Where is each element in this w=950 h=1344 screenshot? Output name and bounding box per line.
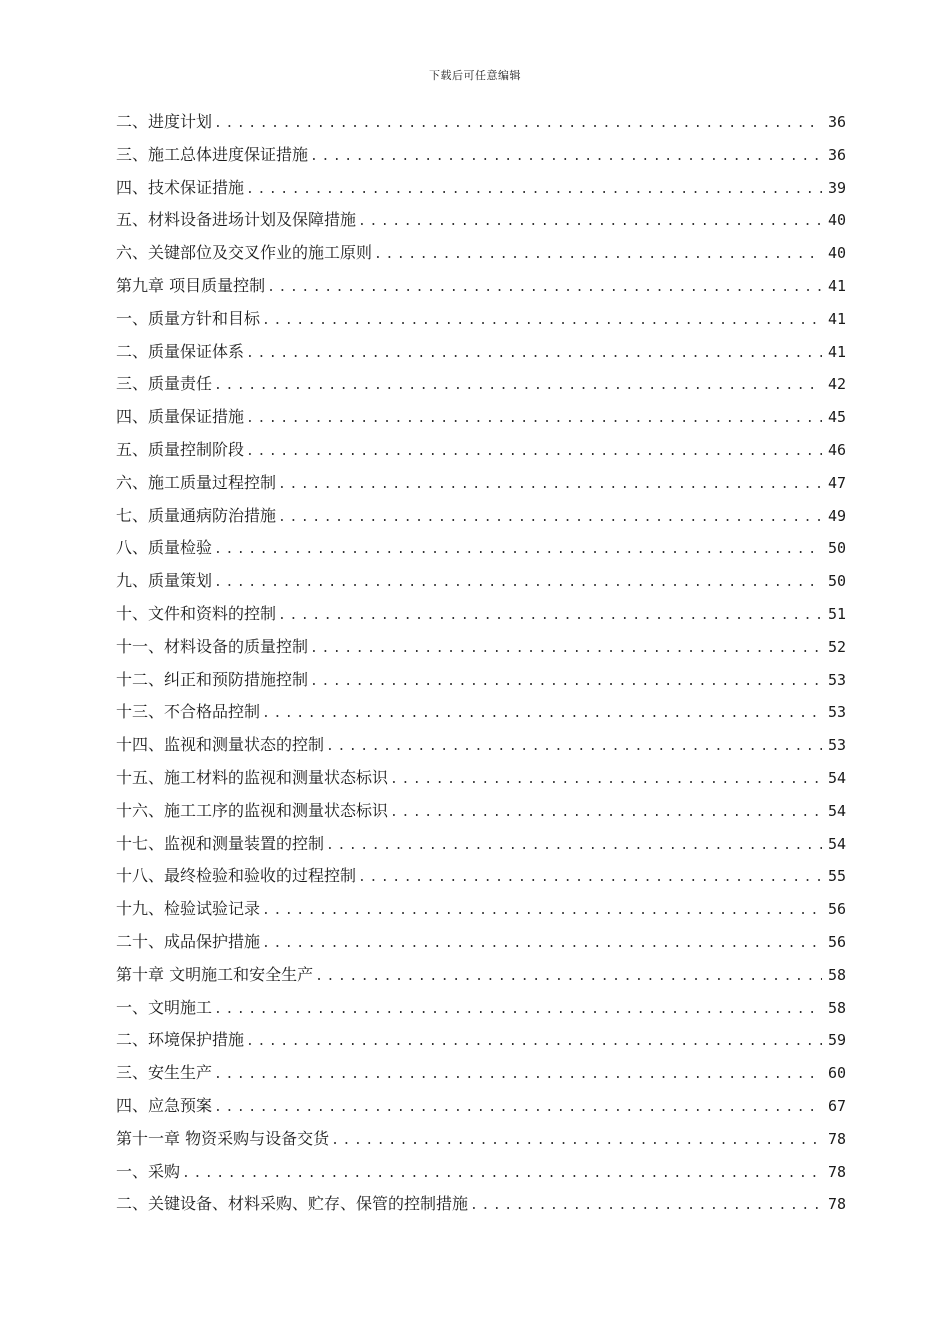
toc-dot-leader [214,534,822,567]
toc-entry-page-number: 60 [827,1064,846,1083]
toc-entry-page-number: 54 [827,834,846,853]
toc-entry[interactable] [116,1123,846,1156]
toc-entry[interactable] [116,401,846,434]
toc-dot-leader [262,698,822,731]
toc-dot-leader [278,469,822,502]
toc-entry-title: 十九、检验试验记录 [116,899,261,919]
toc-entry-page-number: 47 [827,473,846,492]
toc-entry-title: 十一、材料设备的质量控制 [116,636,309,656]
toc-entry-page-number: 78 [827,1129,846,1148]
toc-entry-page-number: 53 [827,703,846,722]
toc-entry-page-number: 40 [827,211,846,230]
toc-entry-page-number: 54 [827,768,846,787]
toc-entry-page-number: 56 [827,900,846,919]
toc-entry[interactable] [116,860,846,893]
toc-entry[interactable] [116,598,846,631]
toc-entry-page-number: 39 [827,178,846,197]
toc-entry-title: 三、施工总体进度保证措施 [116,144,309,164]
toc-entry[interactable] [116,172,846,205]
toc-entry-page-number: 55 [827,867,846,886]
toc-dot-leader [390,797,822,830]
toc-dot-leader [326,830,822,863]
table-of-contents [116,106,846,1221]
toc-dot-leader [214,108,822,141]
toc-entry[interactable] [116,664,846,697]
toc-entry-title: 九、质量策划 [116,571,213,591]
toc-entry[interactable] [116,303,846,336]
toc-entry-title: 三、质量责任 [116,374,213,394]
toc-dot-leader [358,862,822,895]
toc-dot-leader [374,239,822,272]
toc-dot-leader [470,1190,822,1223]
toc-entry[interactable] [116,139,846,172]
toc-entry-title: 四、技术保证措施 [116,177,245,197]
toc-entry-title: 十二、纠正和预防措施控制 [116,669,309,689]
toc-entry[interactable] [116,729,846,762]
toc-entry-page-number: 78 [827,1195,846,1214]
toc-entry-title: 六、施工质量过程控制 [116,472,277,492]
toc-entry-page-number: 54 [827,801,846,820]
toc-entry-page-number: 58 [827,998,846,1017]
toc-entry[interactable] [116,696,846,729]
toc-dot-leader [182,1158,822,1191]
toc-dot-leader [278,600,822,633]
toc-entry-title: 七、质量通病防治措施 [116,505,277,525]
toc-entry[interactable] [116,762,846,795]
toc-dot-leader [315,961,822,994]
toc-entry-page-number: 41 [827,276,846,295]
toc-entry[interactable] [116,893,846,926]
toc-entry[interactable] [116,959,846,992]
toc-entry-page-number: 50 [827,539,846,558]
toc-entry-page-number: 40 [827,244,846,263]
toc-entry-title: 一、采购 [116,1161,181,1181]
toc-dot-leader [358,206,822,239]
toc-entry[interactable] [116,336,846,369]
toc-entry-page-number: 52 [827,637,846,656]
toc-entry[interactable] [116,926,846,959]
toc-dot-leader [390,764,822,797]
toc-entry[interactable] [116,1057,846,1090]
toc-entry-page-number: 58 [827,965,846,984]
toc-entry-page-number: 41 [827,309,846,328]
toc-entry[interactable] [116,631,846,664]
toc-entry-title: 二十、成品保护措施 [116,931,261,951]
toc-entry-title: 二、质量保证体系 [116,341,245,361]
toc-entry[interactable] [116,368,846,401]
toc-entry-title: 十三、不合格品控制 [116,702,261,722]
page-header: 下载后可任意编辑 [429,69,521,82]
toc-entry-page-number: 41 [827,342,846,361]
toc-dot-leader [246,436,822,469]
toc-entry[interactable] [116,795,846,828]
toc-entry-page-number: 56 [827,932,846,951]
toc-dot-leader [246,338,822,371]
toc-entry-page-number: 78 [827,1162,846,1181]
toc-dot-leader [262,895,822,928]
toc-entry-title: 第十一章 物资采购与设备交货 [116,1128,330,1148]
toc-entry[interactable] [116,106,846,139]
toc-dot-leader [214,1059,822,1092]
toc-entry[interactable] [116,1024,846,1057]
toc-entry-title: 一、文明施工 [116,997,213,1017]
toc-entry-title: 一、质量方针和目标 [116,308,261,328]
toc-entry-page-number: 36 [827,145,846,164]
toc-dot-leader [262,305,822,338]
toc-dot-leader [310,666,822,699]
toc-dot-leader [310,141,822,174]
toc-entry[interactable] [116,467,846,500]
toc-entry[interactable] [116,1090,846,1123]
toc-dot-leader [246,1026,822,1059]
toc-dot-leader [214,1092,822,1125]
toc-entry-title: 三、安生生产 [116,1063,213,1083]
toc-entry-title: 第十章 文明施工和安全生产 [116,964,314,984]
toc-entry[interactable] [116,1156,846,1189]
toc-entry-page-number: 53 [827,670,846,689]
toc-dot-leader [214,994,822,1027]
toc-entry-page-number: 45 [827,408,846,427]
toc-entry-page-number: 42 [827,375,846,394]
toc-entry-title: 五、材料设备进场计划及保障措施 [116,210,357,230]
toc-entry[interactable] [116,992,846,1025]
toc-entry[interactable] [116,270,846,303]
toc-entry-title: 二、环境保护措施 [116,1030,245,1050]
toc-entry-title: 十八、最终检验和验收的过程控制 [116,866,357,886]
toc-dot-leader [214,567,822,600]
toc-entry-page-number: 59 [827,1031,846,1050]
toc-entry-title: 二、进度计划 [116,112,213,131]
toc-entry[interactable] [116,237,846,270]
toc-entry-title: 二、关键设备、材料采购、贮存、保管的控制措施 [116,1194,469,1214]
toc-entry-page-number: 36 [827,113,846,131]
toc-entry-title: 四、质量保证措施 [116,407,245,427]
toc-entry-page-number: 50 [827,572,846,591]
toc-dot-leader [278,502,822,535]
toc-entry-page-number: 46 [827,440,846,459]
toc-dot-leader [262,928,822,961]
toc-entry-title: 十四、监视和测量状态的控制 [116,735,325,755]
toc-dot-leader [267,272,822,305]
toc-entry-title: 十六、施工工序的监视和测量状态标识 [116,800,389,820]
toc-entry-title: 十七、监视和测量装置的控制 [116,833,325,853]
toc-dot-leader [246,403,822,436]
toc-dot-leader [326,731,822,764]
toc-entry-page-number: 53 [827,736,846,755]
toc-dot-leader [246,174,822,207]
toc-entry-title: 六、关键部位及交叉作业的施工原则 [116,243,373,263]
toc-entry[interactable] [116,204,846,237]
toc-entry-title: 第九章 项目质量控制 [116,275,266,295]
toc-entry[interactable] [116,565,846,598]
toc-dot-leader [331,1125,822,1158]
toc-entry[interactable] [116,1188,846,1221]
toc-entry-title: 五、质量控制阶段 [116,439,245,459]
toc-entry[interactable] [116,434,846,467]
toc-entry-page-number: 67 [827,1096,846,1115]
toc-entry-page-number: 51 [827,604,846,623]
toc-entry-title: 八、质量检验 [116,538,213,558]
toc-entry[interactable] [116,828,846,861]
toc-entry-page-number: 49 [827,506,846,525]
toc-entry[interactable] [116,532,846,565]
toc-entry-title: 四、应急预案 [116,1095,213,1115]
toc-entry-title: 十、文件和资料的控制 [116,603,277,623]
toc-entry-title: 十五、施工材料的监视和测量状态标识 [116,767,389,787]
toc-entry[interactable] [116,500,846,533]
toc-dot-leader [310,633,822,666]
toc-dot-leader [214,370,822,403]
